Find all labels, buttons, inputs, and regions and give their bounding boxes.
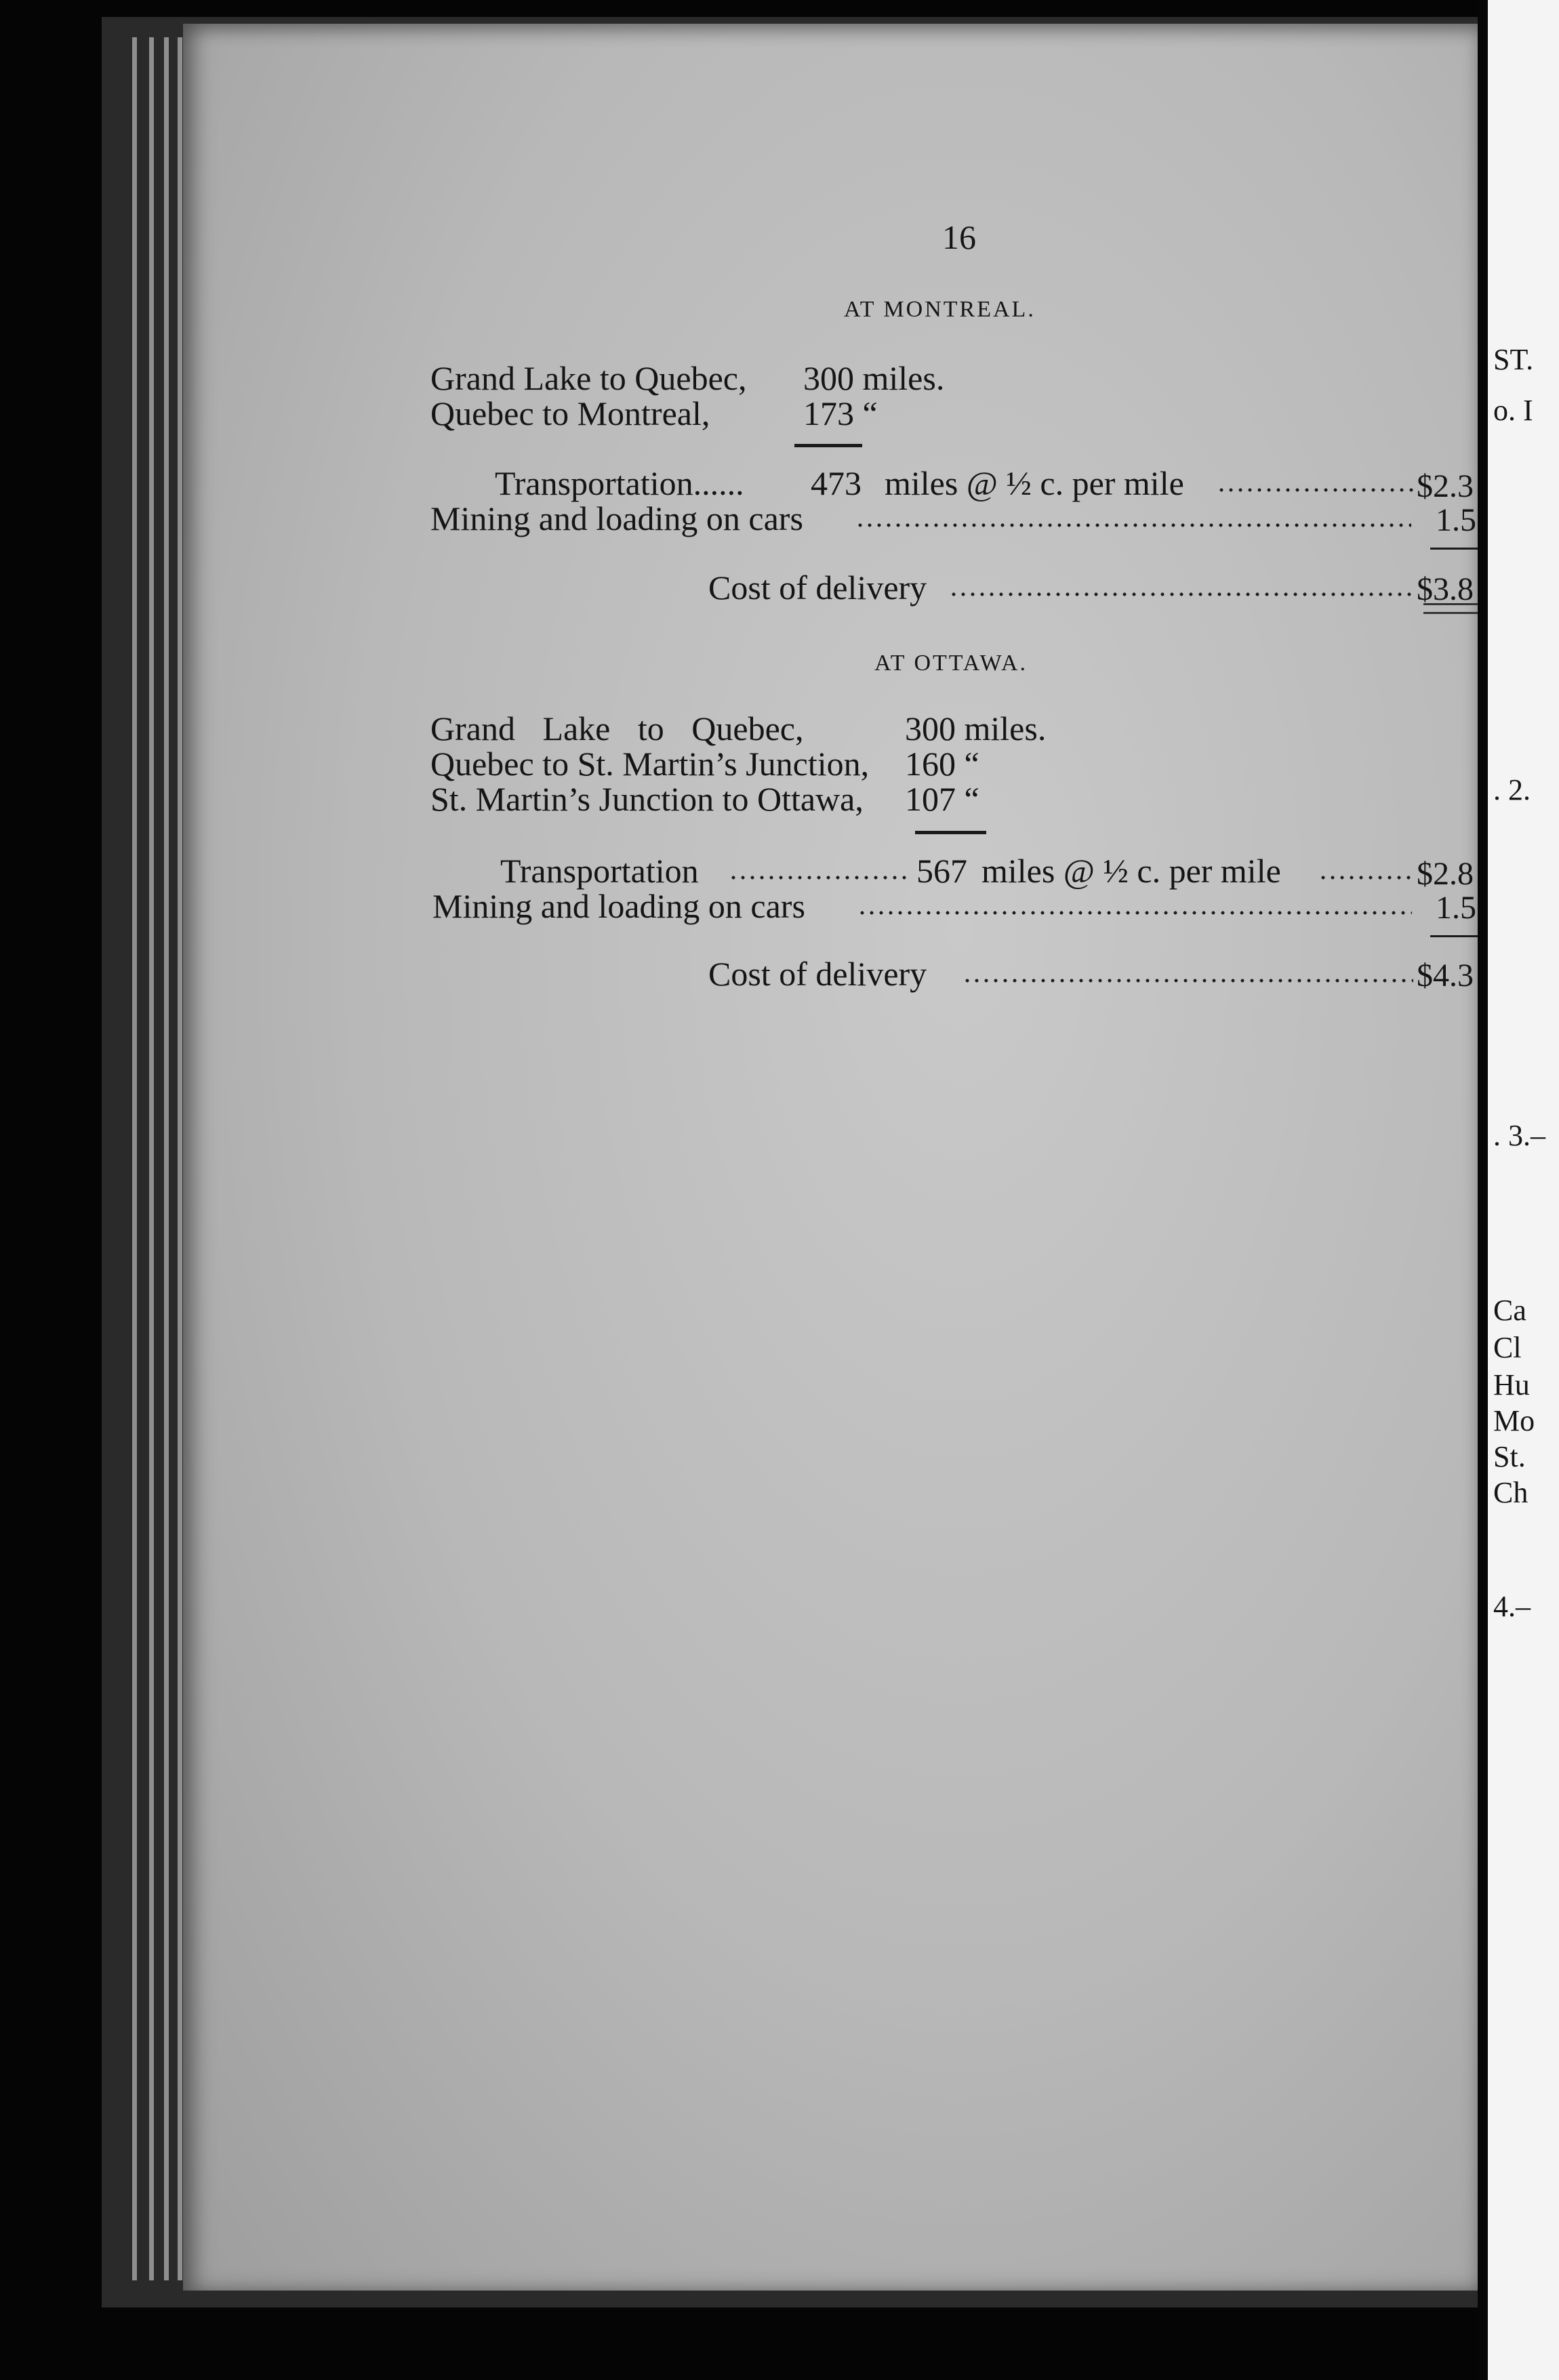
facing-text: Cl	[1493, 1331, 1522, 1364]
total-label: Cost of delivery	[708, 569, 927, 607]
transport-rate: miles @ ½ c. per mile	[885, 464, 1184, 502]
transport-miles: 473	[811, 464, 862, 502]
section-heading: AT MONTREAL.	[844, 297, 1036, 322]
route-label: Quebec to Montreal,	[430, 394, 710, 432]
mining-amount: 1.5	[1436, 890, 1476, 926]
route-label: St. Martin’s Junction to Ottawa,	[430, 780, 864, 818]
facing-text: Mo	[1493, 1404, 1535, 1437]
sum-rule	[1430, 935, 1478, 937]
total-amount: $4.3	[1417, 958, 1474, 993]
dot-leaders	[1217, 488, 1413, 492]
mining-amount: 1.5	[1436, 502, 1476, 538]
facing-text: 4.–	[1493, 1590, 1531, 1623]
dot-leaders	[1318, 876, 1413, 880]
section-heading: AT OTTAWA.	[874, 651, 1028, 676]
route-distance: 300 miles.	[803, 359, 945, 397]
transport-miles: 567	[916, 852, 967, 890]
route-distance: 107 “	[905, 780, 979, 818]
facing-text: . 3.–	[1493, 1119, 1545, 1152]
dot-leaders	[855, 523, 1411, 527]
facing-text: ST.	[1493, 343, 1534, 376]
mining-label: Mining and loading on cars	[430, 499, 803, 537]
route-distance: 300 miles.	[905, 710, 1047, 747]
page-number: 16	[942, 218, 976, 256]
transport-amount: $2.8	[1417, 856, 1474, 892]
route-distance: 173 “	[803, 394, 878, 432]
route-label: Quebec to St. Martin’s Junction,	[430, 745, 870, 783]
facing-text: o. I	[1493, 394, 1533, 427]
sum-rule	[1430, 548, 1478, 550]
route-label: Grand Lake to Quebec,	[430, 710, 804, 747]
dot-leaders	[857, 911, 1412, 915]
sum-rule	[915, 831, 986, 834]
facing-text: . 2.	[1493, 773, 1531, 806]
total-amount: $3.8	[1417, 571, 1474, 607]
route-label: Grand Lake to Quebec,	[430, 359, 747, 397]
facing-text: Ch	[1493, 1476, 1528, 1509]
dot-leaders	[963, 979, 1413, 983]
mining-label: Mining and loading on cars	[432, 887, 805, 925]
dot-leaders	[949, 592, 1413, 596]
transport-label: Transportation......	[495, 464, 744, 502]
double-rule	[1423, 603, 1478, 614]
facing-text: Ca	[1493, 1294, 1526, 1327]
dot-leaders	[729, 876, 908, 880]
transport-label: Transportation	[500, 852, 699, 890]
total-label: Cost of delivery	[708, 955, 927, 993]
route-distance: 160 “	[905, 745, 979, 783]
transport-amount: $2.3	[1417, 468, 1474, 504]
sum-rule	[794, 444, 862, 447]
facing-text: Hu	[1493, 1368, 1530, 1401]
facing-text: St.	[1493, 1440, 1526, 1473]
transport-rate: miles @ ½ c. per mile	[981, 852, 1281, 890]
